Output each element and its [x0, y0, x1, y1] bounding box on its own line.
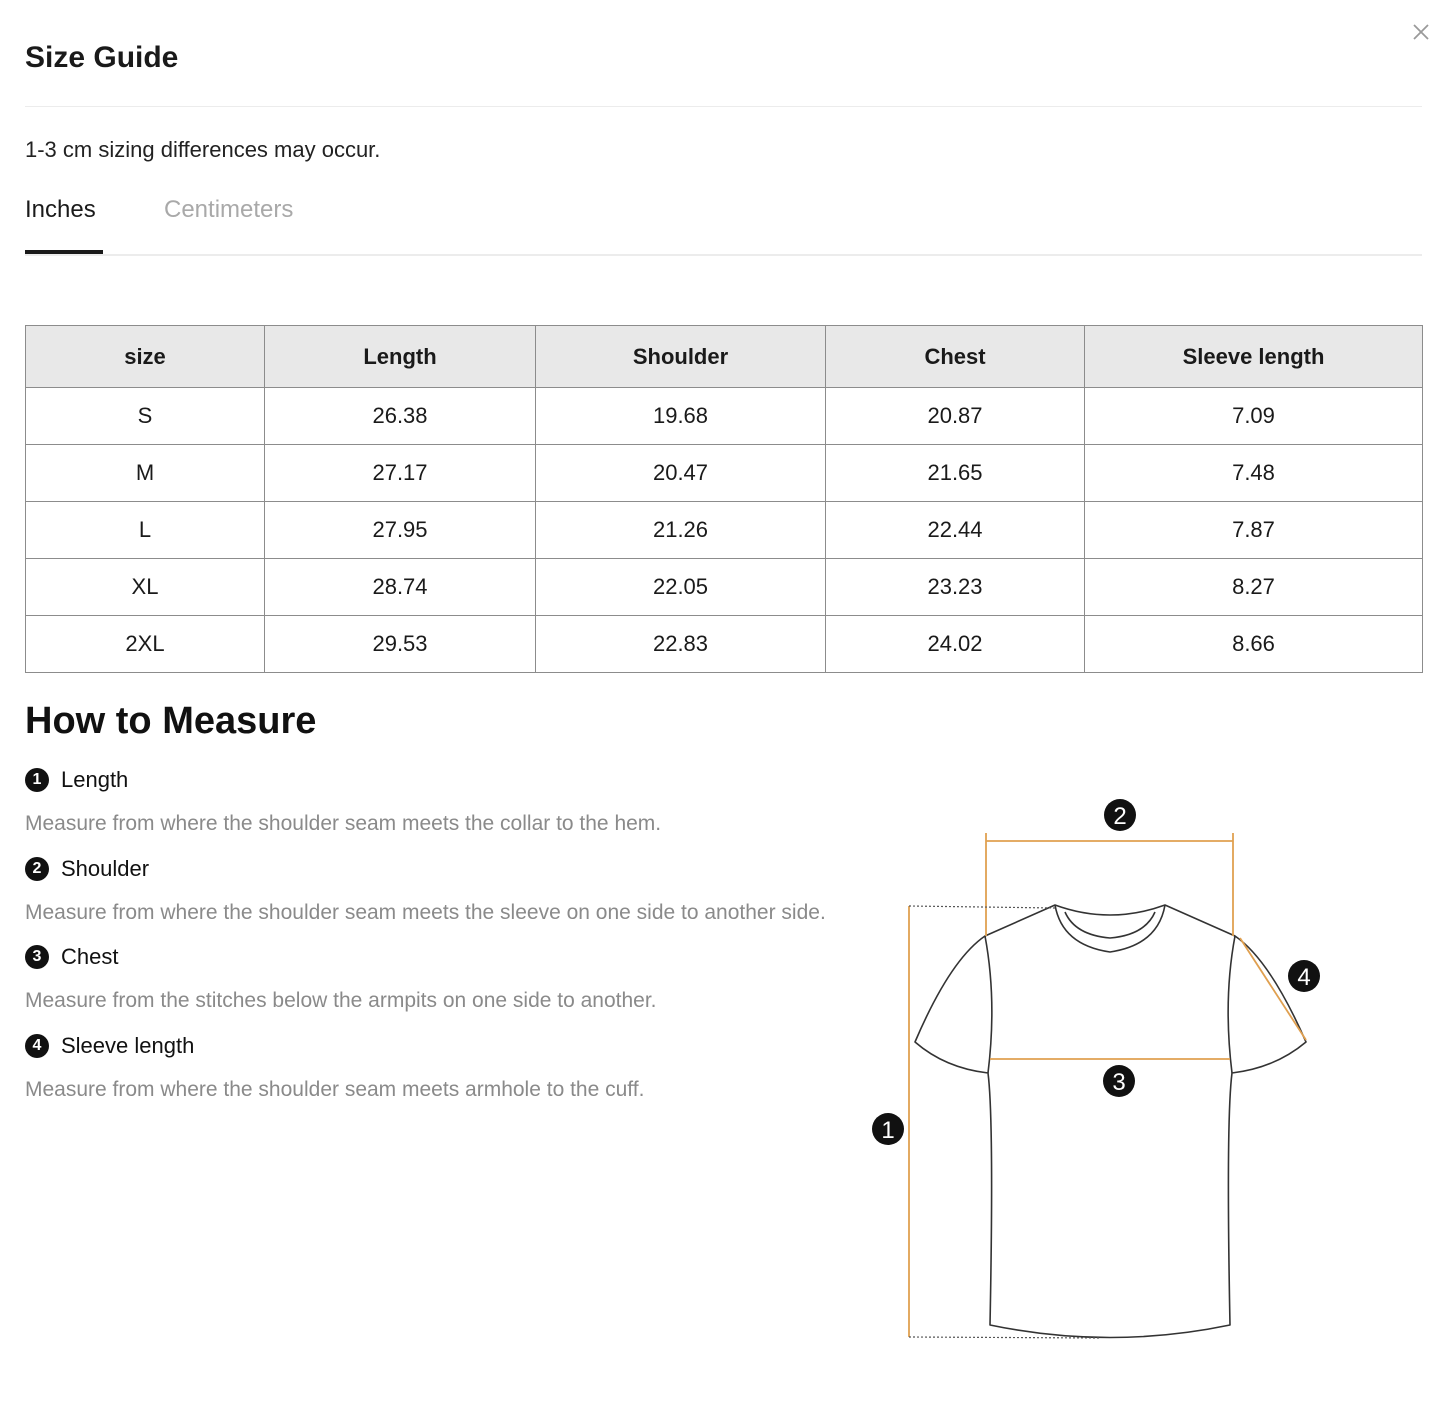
table-cell: 20.47	[536, 445, 826, 502]
table-cell: 24.02	[826, 616, 1085, 673]
number-1-icon: 1	[25, 768, 49, 792]
table-cell: 7.48	[1085, 445, 1423, 502]
table-cell: 19.68	[536, 388, 826, 445]
table-cell: 7.87	[1085, 502, 1423, 559]
step-sleeve-length	[25, 1031, 194, 1061]
table-cell: 22.05	[536, 559, 826, 616]
marker-4-icon	[1288, 960, 1320, 992]
active-tab-indicator	[25, 250, 103, 254]
size-table	[25, 325, 1423, 673]
svg-text:2: 2	[1113, 803, 1127, 830]
table-cell: 28.74	[265, 559, 536, 616]
svg-text:1: 1	[881, 1117, 895, 1144]
table-cell: 23.23	[826, 559, 1085, 616]
table-cell: 22.44	[826, 502, 1085, 559]
marker-2-icon	[1104, 799, 1136, 831]
step-label: Chest	[61, 944, 119, 969]
tshirt-measurement-diagram	[860, 790, 1340, 1360]
table-cell: 27.17	[265, 445, 536, 502]
step-description: Measure from where the shoulder seam meets the sleeve on one side to another side.	[25, 901, 826, 924]
step-label: Shoulder	[61, 856, 150, 881]
table-cell: M	[26, 445, 265, 502]
header-length: Length	[265, 326, 536, 388]
table-cell: 7.09	[1085, 388, 1423, 445]
table-cell: 2XL	[26, 616, 265, 673]
marker-3-icon	[1103, 1065, 1135, 1097]
tshirt-outline	[915, 905, 1306, 1338]
header-divider	[25, 106, 1422, 107]
step-label: Length	[61, 767, 129, 792]
table-cell: 26.38	[265, 388, 536, 445]
step-length	[25, 765, 128, 795]
table-cell: 20.87	[826, 388, 1085, 445]
tab-inches[interactable]: Inches	[25, 196, 96, 223]
close-icon[interactable]	[1405, 16, 1437, 48]
unit-tabs	[25, 190, 1422, 256]
step-shoulder	[25, 854, 149, 884]
sizing-note: 1-3 cm sizing differences may occur.	[25, 137, 381, 162]
table-cell: 8.66	[1085, 616, 1423, 673]
header-size: size	[26, 326, 265, 388]
header-chest: Chest	[826, 326, 1085, 388]
step-label: Sleeve length	[61, 1033, 195, 1058]
step-description: Measure from the stitches below the armpits on one side to another.	[25, 989, 657, 1012]
table-cell: 22.83	[536, 616, 826, 673]
step-description: Measure from where the shoulder seam meets armhole to the cuff.	[25, 1078, 645, 1101]
table-cell: 27.95	[265, 502, 536, 559]
svg-text:4: 4	[1297, 964, 1311, 991]
tab-centimeters[interactable]: Centimeters	[164, 196, 294, 223]
table-row	[26, 445, 1423, 502]
close-button[interactable]	[1405, 16, 1437, 48]
number-3-icon: 3	[25, 945, 49, 969]
svg-text:3: 3	[1112, 1069, 1126, 1096]
guide-lines	[909, 906, 1100, 1338]
header-sleeve-length: Sleeve length	[1085, 326, 1423, 388]
table-cell: 21.65	[826, 445, 1085, 502]
modal-title: Size Guide	[25, 41, 179, 74]
table-row	[26, 616, 1423, 673]
table-cell: L	[26, 502, 265, 559]
how-to-measure-title: How to Measure	[25, 700, 317, 742]
step-chest	[25, 942, 118, 972]
table-cell: 21.26	[536, 502, 826, 559]
table-row	[26, 502, 1423, 559]
number-4-icon: 4	[25, 1034, 49, 1058]
marker-1-icon	[872, 1113, 904, 1145]
header-shoulder: Shoulder	[536, 326, 826, 388]
table-cell: 8.27	[1085, 559, 1423, 616]
table-row	[26, 388, 1423, 445]
table-cell: 29.53	[265, 616, 536, 673]
table-row	[26, 559, 1423, 616]
table-cell: XL	[26, 559, 265, 616]
table-cell: S	[26, 388, 265, 445]
step-description: Measure from where the shoulder seam meets the collar to the hem.	[25, 812, 662, 835]
table-header-row	[26, 326, 1423, 388]
number-2-icon: 2	[25, 857, 49, 881]
